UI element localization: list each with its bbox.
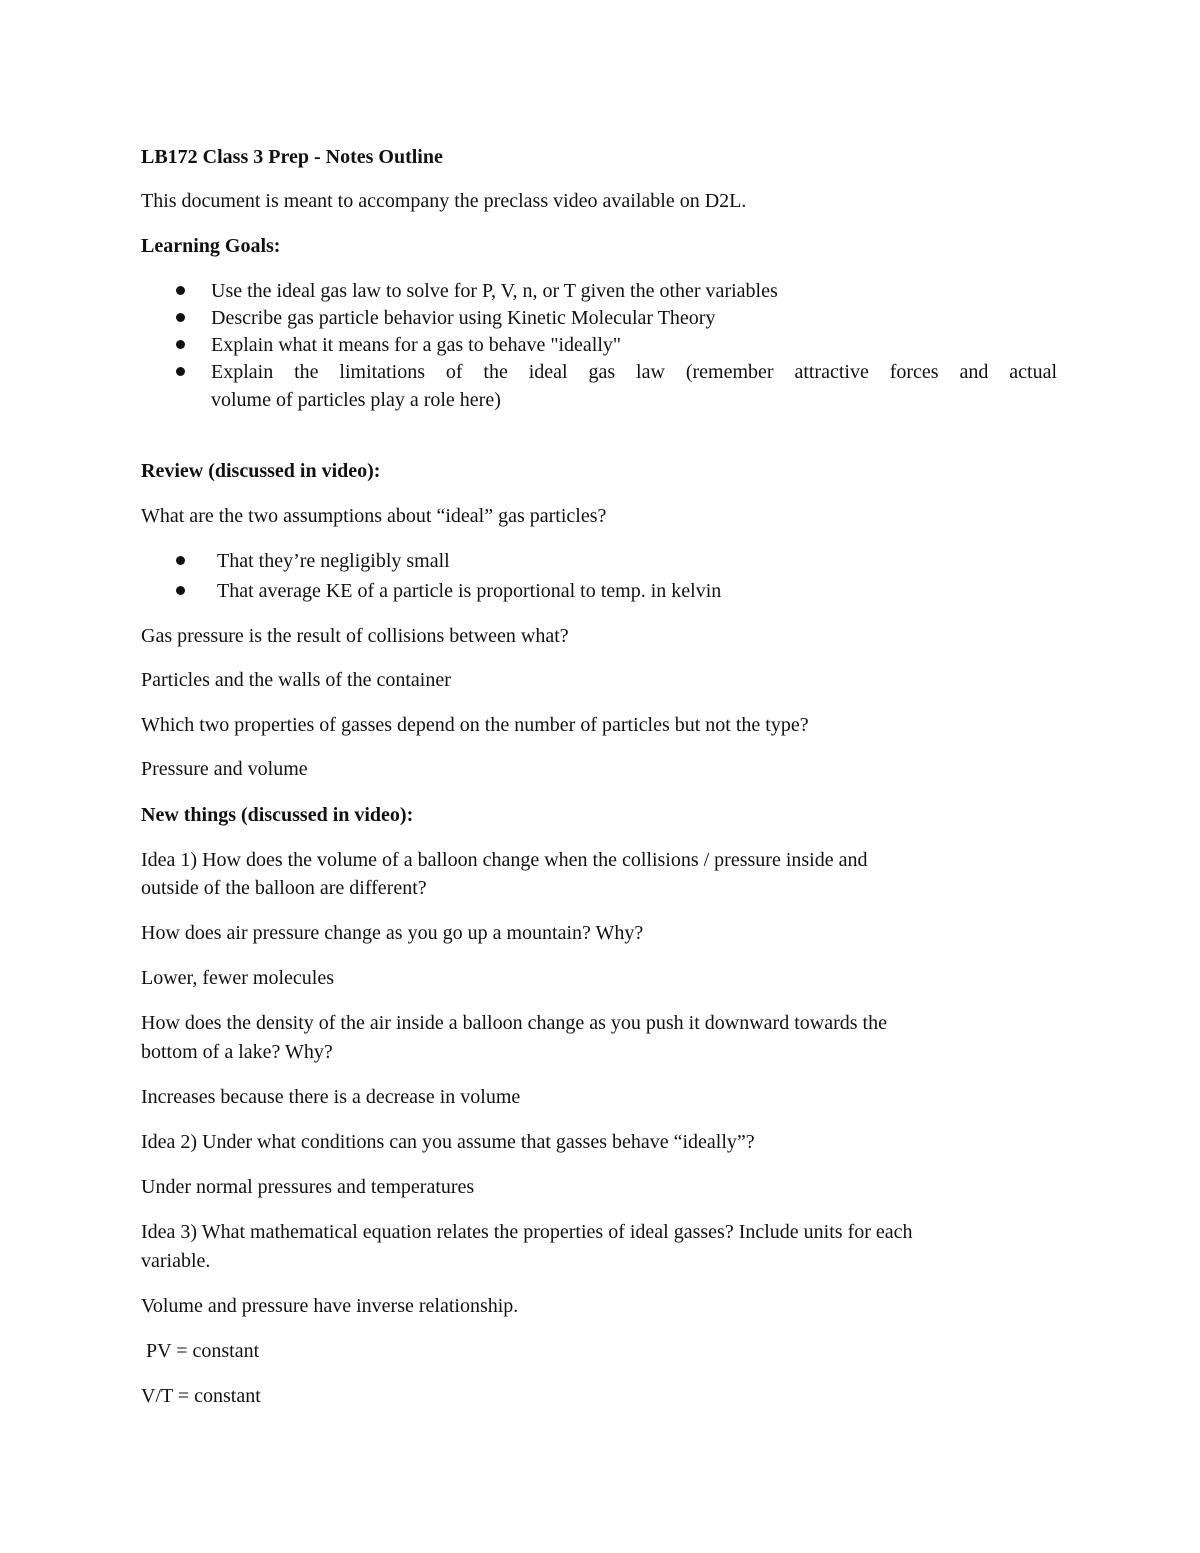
new-things-heading: New things (discussed in video): [141, 804, 414, 826]
idea-2-answer: Under normal pressures and temperatures [141, 1176, 475, 1198]
list-item-text: Explain the limitations of the ideal gas law (remember attractive forces and actual [211, 361, 1057, 383]
mountain-question: How does air pressure change as you go up a mountain? Why? [141, 922, 644, 944]
review-answer-3: Pressure and volume [141, 758, 308, 780]
bullet-icon [176, 586, 185, 595]
equation-vt: V/T = constant [141, 1385, 261, 1407]
idea-3-answer: Volume and pressure have inverse relationship. [141, 1295, 519, 1317]
density-question-continued: bottom of a lake? Why? [141, 1041, 333, 1063]
idea-3-question-continued: variable. [141, 1250, 211, 1272]
bullet-icon [176, 313, 185, 322]
list-item-text: That they’re negligibly small [217, 550, 450, 572]
mountain-answer: Lower, fewer molecules [141, 967, 334, 989]
learning-goals-heading: Learning Goals: [141, 235, 281, 257]
review-question-2: Gas pressure is the result of collisions between what? [141, 625, 569, 647]
bullet-icon [176, 556, 185, 565]
bullet-icon [176, 286, 185, 295]
bullet-icon [176, 367, 185, 376]
idea-1-question-continued: outside of the balloon are different? [141, 877, 427, 899]
equation-pv: PV = constant [146, 1340, 260, 1362]
list-item-text: Use the ideal gas law to solve for P, V, n, or T given the other variables [211, 280, 778, 302]
density-answer: Increases because there is a decrease in volume [141, 1086, 521, 1108]
review-question-3: Which two properties of gasses depend on the number of particles but not the type? [141, 714, 809, 736]
bullet-icon [176, 340, 185, 349]
list-item-text: That average KE of a particle is proportional to temp. in kelvin [217, 580, 722, 602]
idea-2-question: Idea 2) Under what conditions can you assume that gasses behave “ideally”? [141, 1131, 755, 1153]
idea-3-question: Idea 3) What mathematical equation relates the properties of ideal gasses? Include units for each [141, 1221, 913, 1243]
list-item-text-continued: volume of particles play a role here) [211, 389, 501, 411]
document-title: LB172 Class 3 Prep - Notes Outline [141, 146, 443, 168]
review-heading: Review (discussed in video): [141, 460, 381, 482]
intro-text: This document is meant to accompany the preclass video available on D2L. [141, 190, 747, 212]
density-question: How does the density of the air inside a balloon change as you push it downward towards the [141, 1012, 887, 1034]
review-answer-2: Particles and the walls of the container [141, 669, 451, 691]
idea-1-question: Idea 1) How does the volume of a balloon change when the collisions / pressure inside and [141, 849, 868, 871]
list-item-text: Describe gas particle behavior using Kinetic Molecular Theory [211, 307, 716, 329]
list-item-text: Explain what it means for a gas to behave "ideally" [211, 334, 622, 356]
review-question-1: What are the two assumptions about “ideal” gas particles? [141, 505, 607, 527]
